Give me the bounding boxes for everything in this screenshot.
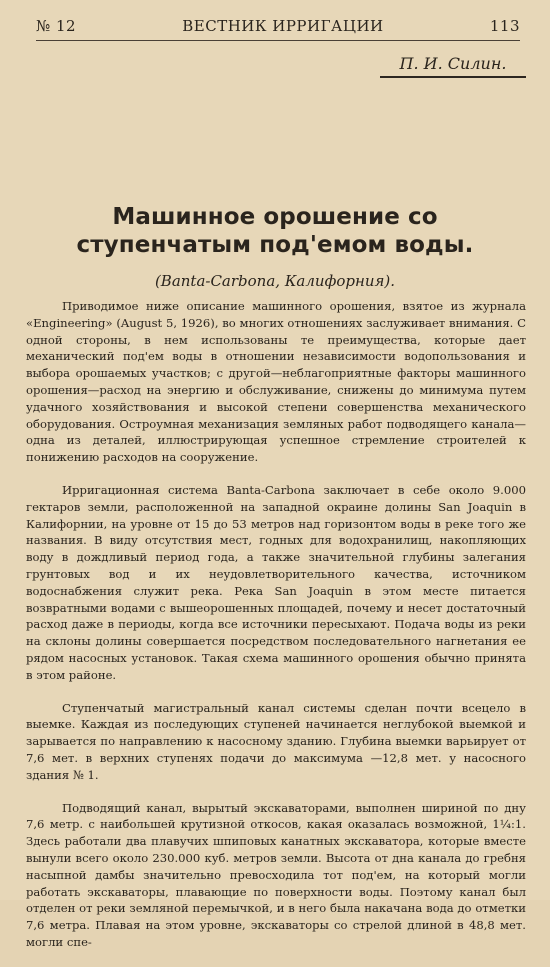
paragraph-3: Ступенчатый магистральный канал системы сделан почти всецело в выемке. Каждая из последующих ступеней начинается неглубокой выемкой и зарывается по направлению к насосному зданию. Глубина выемки варьирует от 7,6 мет. в верхних ступенях подачи до максимума —12,8 мет. у насосного здания № 1. [26,700,526,782]
author-name: П. И. Силин. [380,50,526,78]
article-subtitle: (Banta-Carbona, Калифорния). [154,272,396,290]
paragraph-2: Ирригационная система Banta-Carbona заключает в себе около 9.000 гектаров земли, расположенной на западной окраине долины San Joaquin в Калифорнии, на уровне от 15 до 53 метров над горизонтом воды в реке того же названия. В виду отсутствия мест, годных для водохранилищ, накопляющих воду в дождливый период года, а также значительной глубины залегания грунтовых вод и их неудовлетворительного качества, источником водоснабжения служит река. Река San Joaquin в этом месте питается возвратными водами с вышеорошенных площадей, почему и несет достаточный расход даже в периоды, когда все источники пересыхают. Подача воды из реки на склоны долины совершается посредством последовательного нагнетания ее рядом насосных установок. Такая схема машинного орошения обычно принята в этом районе. [26,482,526,682]
page-number: 113 [489,17,520,35]
article-title: Машинное орошение со ступенчатым под'емом воды. [76,204,474,258]
running-header [36,12,520,41]
journal-title: ВЕСТНИК ИРРИГАЦИИ [182,17,384,35]
paragraph-4: Подводящий канал, вырытый экскаваторами, выполнен шириной по дну 7,6 метр. с наибольшей крутизной откосов, какая оказалась возможной, 1¼:1. Здесь работали два плавучих шпиповых канатных экскаватора, которые вместе вынули всего около 230.000 куб. метров земли. Высота от дна канала до гребня насыпной дамбы значительно превосходила тот под'ем, на который могли работать экскаваторы, плавающие по поверхности воды. Поэтому канал был отделен от реки земляной перемычкой, и в него была накачана вода до отметки 7,6 метра. Плавая на этом уровне, экскаваторы со стрелой длиной в 48,8 мет. могли спе- [26,800,526,949]
issue-number: № 12 [36,17,77,35]
article-body [26,298,526,967]
paragraph-1: Приводимое ниже описание машинного орошения, взятое из журнала «Engineering» (August 5, 1926), во многих отношениях заслуживает внимания. С одной стороны, в нем использованы те преимущества, которые дает механический под'ем воды в отношении независимости водопользования и выбора орошаемых участков; с другой—неблагоприятные факторы машинного орошения—расход на энергию и обслуживание, снижены до минимума путем удачного хозяйствования и высокой степени совершенства механического оборудования. Остроумная механизация земляных работ подводящего канала—одна из деталей, иллюстрирующая успешное стремление строителей к понижению расходов на сооружение. [26,299,526,465]
